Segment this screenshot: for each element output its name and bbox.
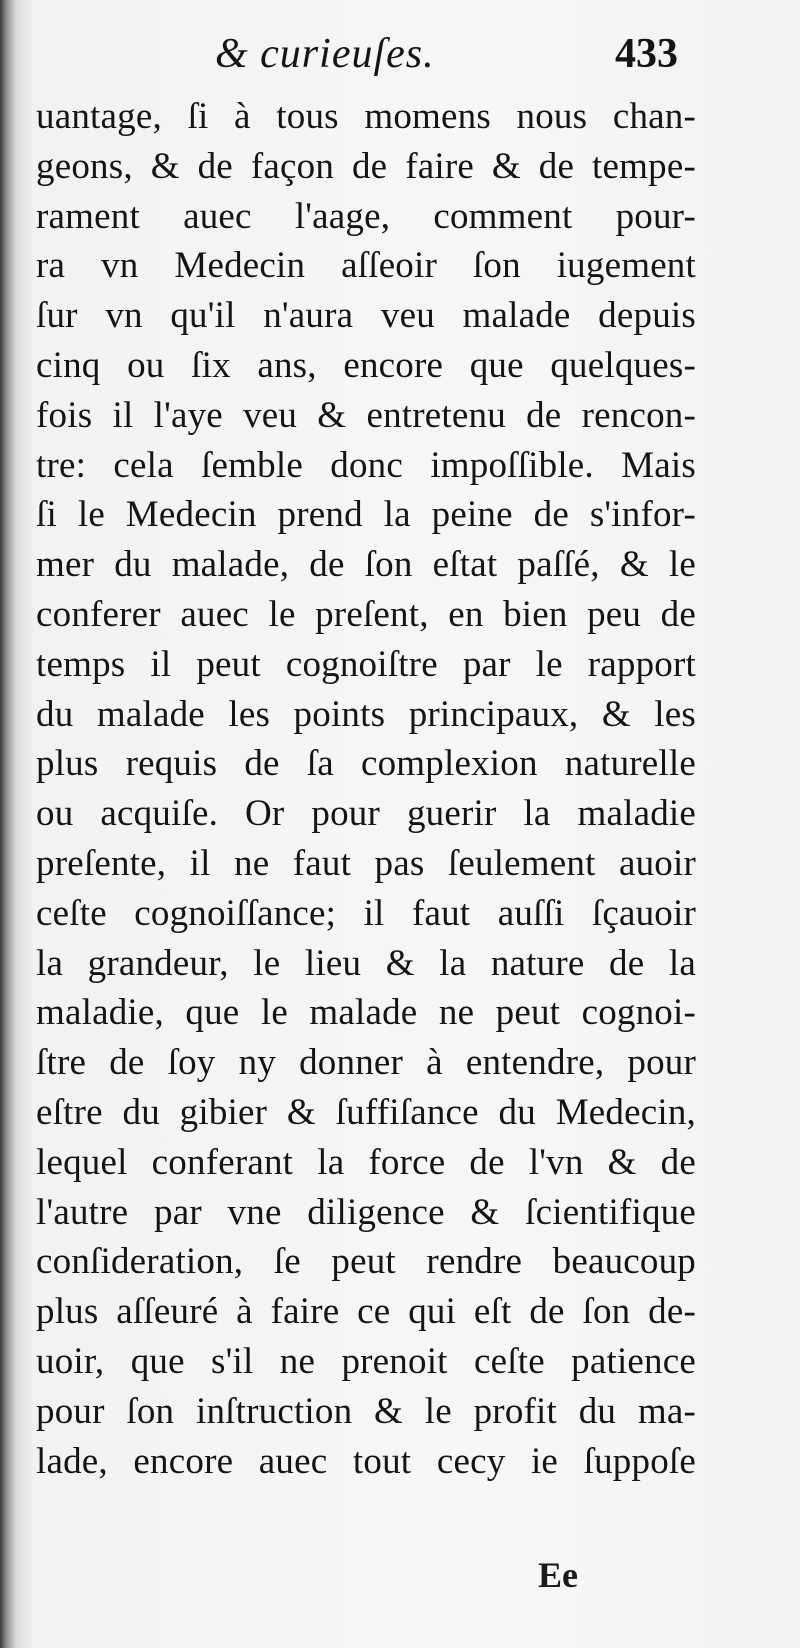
running-head: & curieuſes.: [215, 31, 435, 77]
text-line: uantage, ſi à tous momens nous chan-: [36, 96, 696, 137]
text-line: plus requis de ſa complexion naturelle: [36, 743, 696, 785]
text-line: cinq ou ſix ans, encore que quelques-: [36, 344, 696, 386]
text-line: lequel conferant la force de l'vn & de: [36, 1141, 696, 1183]
text-line: maladie, que le malade ne peut cognoi-: [36, 992, 696, 1034]
text-line: eſtre du gibier & ſuffiſance du Medecin,: [36, 1091, 696, 1133]
text-line: rament auec l'aage, comment pour-: [36, 195, 696, 237]
text-line: tre: cela ſemble donc impoſſible. Mais: [36, 444, 696, 486]
text-line: geons, & de façon de faire & de tempe-: [36, 145, 696, 187]
text-line: ceſte cognoiſſance; il faut auſſi ſçauoir: [36, 892, 696, 934]
text-line: preſente, il ne faut pas ſeulement auoir: [36, 842, 696, 884]
text-line: mer du malade, de ſon eſtat paſſé, & le: [36, 544, 696, 586]
text-line: pour ſon inſtruction & le profit du ma-: [36, 1390, 696, 1432]
text-line: la grandeur, le lieu & la nature de la: [36, 942, 696, 984]
page-header: [0, 24, 800, 86]
text-line: ra vn Medecin aſſeoir ſon iugement: [36, 245, 696, 287]
text-line: uoir, que s'il ne prenoit ceſte patience: [36, 1340, 696, 1382]
text-line: conſideration, ſe peut rendre beaucoup: [36, 1241, 696, 1283]
text-line: temps il peut cognoiſtre par le rapport: [36, 643, 696, 685]
text-line: l'autre par vne diligence & ſcientifique: [36, 1191, 696, 1233]
text-line: fois il l'aye veu & entretenu de rencon-: [36, 394, 696, 436]
text-line: du malade les points principaux, & les: [36, 693, 696, 735]
text-line: plus aſſeuré à faire ce qui eſt de ſon de-: [36, 1291, 696, 1333]
text-line: lade, encore auec tout cecy ie ſuppoſe: [36, 1440, 696, 1482]
text-line: ſi le Medecin prend la peine de s'infor-: [36, 494, 696, 536]
page-number: 433: [615, 31, 678, 77]
signature-mark: Ee: [538, 1555, 578, 1595]
text-line: ſtre de ſoy ny donner à entendre, pour: [36, 1042, 696, 1084]
text-line: conferer auec le preſent, en bien peu de: [36, 593, 696, 635]
body-text: [36, 92, 696, 1486]
text-line: ſur vn qu'il n'aura veu malade depuis: [36, 295, 696, 337]
text-line: ou acquiſe. Or pour guerir la maladie: [36, 793, 696, 835]
